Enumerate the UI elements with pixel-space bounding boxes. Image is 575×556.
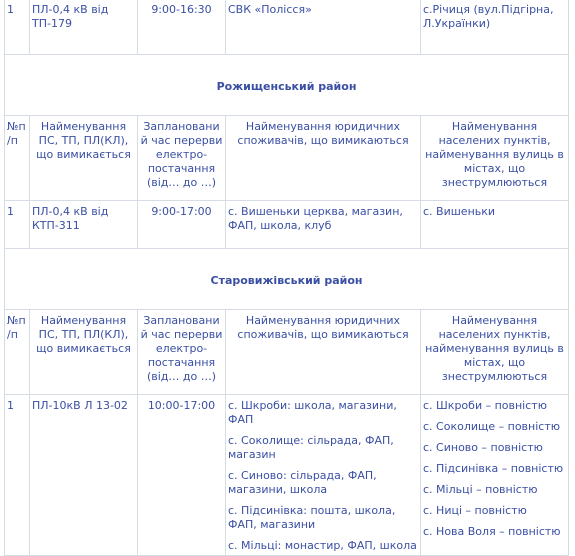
consumer-entry: с. Мільці: монастир, ФАП, школа [228,539,417,552]
locality-entry: с. Мільці – повністю [423,483,538,496]
district-title: Старовижівський район [5,249,569,310]
table-row [5,395,569,556]
header-num: №п/п [5,116,30,201]
locality-entry: с. Нова Воля – повністю [423,525,561,538]
table-header-row [5,310,569,395]
locality-entry: с. Підсинівка – повністю [423,462,564,475]
table-row [5,0,569,55]
outage-time: 9:00-16:30 [138,0,226,55]
table-row [5,201,569,249]
localities-cell [421,395,569,556]
header-line: Найменування ПС, ТП, ПЛ(КЛ), що вимикається [30,116,138,201]
consumer-entry: с. Соколище: сільрада, ФАП, магазин [228,434,394,461]
locality-entry: с. Соколище – повністю [423,420,560,433]
header-time: Запланований час перерви електро-постачання (від… до …) [138,310,226,395]
line-name: ПЛ-10кВ Л 13-02 [30,395,138,556]
header-line: Найменування ПС, ТП, ПЛ(КЛ), що вимикається [30,310,138,395]
consumer-entry: с. Шкроби: школа, магазини, ФАП [228,399,397,426]
header-num: №п/п [5,310,30,395]
row-number: 1 [5,0,30,55]
header-consumers: Найменування юридичних споживачів, що вимикаються [226,310,421,395]
header-localities: Найменування населених пунктів, найменування вулиць в містах, що знеструмлюються [421,310,569,395]
district-heading-row [5,55,569,116]
table-header-row [5,116,569,201]
district-heading-row [5,249,569,310]
outage-time: 9:00-17:00 [138,201,226,249]
row-number: 1 [5,201,30,249]
header-localities: Найменування населених пунктів, найменування вулиць в містах, що знеструмлюються [421,116,569,201]
localities-cell [421,201,569,249]
locality-entry: с. Вишеньки [423,205,496,218]
locality-entry: с. Ниці – повністю [423,504,527,517]
consumers-cell [226,395,421,556]
outage-time: 10:00-17:00 [138,395,226,556]
line-name: ПЛ-0,4 кВ від ТП-179 [30,0,138,55]
district-title: Рожищенський район [5,55,569,116]
localities-cell: с.Річиця (вул.Підгірна, Л.Українки) [421,0,569,55]
header-consumers: Найменування юридичних споживачів, що вимикаються [226,116,421,201]
consumer-entry: с. Вишеньки церква, магазин, ФАП, школа, клуб [228,205,403,232]
locality-entry: с. Синово – повністю [423,441,543,454]
outage-schedule-table [4,0,569,556]
consumers-cell [226,201,421,249]
row-number: 1 [5,395,30,556]
consumer-entry: с. Підсинівка: пошта, школа, ФАП, магазини [228,504,396,531]
line-name: ПЛ-0,4 кВ від КТП-311 [30,201,138,249]
consumers-cell: СВК «Полісся» [226,0,421,55]
locality-entry: с. Шкроби – повністю [423,399,547,412]
consumer-entry: с. Синово: сільрада, ФАП, магазини, школа [228,469,377,496]
header-time: Запланований час перерви електро-постачання (від… до …) [138,116,226,201]
